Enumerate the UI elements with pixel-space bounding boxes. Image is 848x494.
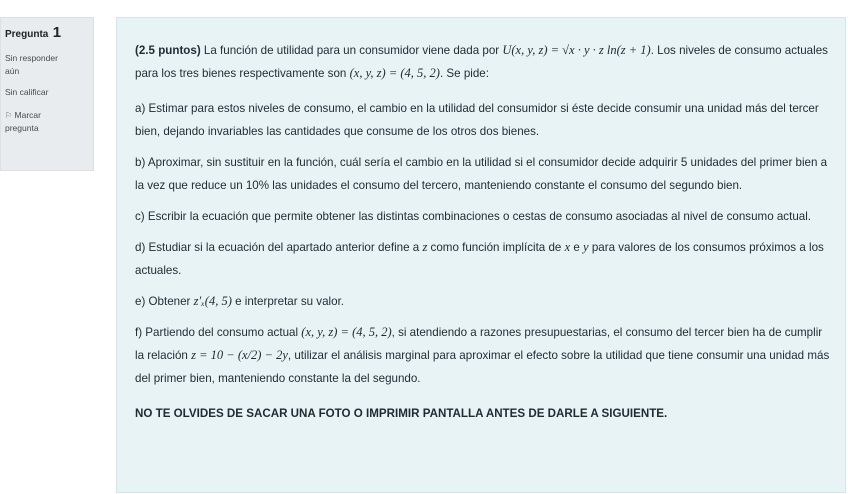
part-d-var-z: z [422,240,428,254]
state-line-1: Sin responder [5,53,58,63]
part-a: a) Estimar para estos niveles de consumo, el cambio en la utilidad del consumidor si éste decide consumir una unidad más del tercer bien, dejando invariables las cantidades que consume de los otros dos bienes. [135,102,819,138]
part-e-text-b: e interpretar su valor. [231,295,345,308]
part-f-text-a: f) Partiendo del consumo actual [135,326,302,339]
question-grade: Sin calificar [5,87,49,97]
part-f-text-c: , utilizar el análisis marginal para aproximar el efecto sobre la utilidad que tiene consumir una unidad más del primer bien, manteniendo constante la del segundo. [135,349,830,385]
warning-text: NO TE OLVIDES DE SACAR UNA FOTO O IMPRIMIR PANTALLA ANTES DE DARLE A SIGUIENTE. [135,407,668,420]
part-e [135,290,831,313]
question-intro [135,39,831,85]
part-f-levels-formula: (x, y, z) = (4, 5, 2) [301,325,392,339]
intro-text-a: La función de utilidad para un consumidor viene dada por [200,44,503,57]
part-f-text-b: , si atendiendo a razones presupuestarias, el consumo del tercer bien ha de cumplir la relación [135,326,823,362]
flag-question-button[interactable] [5,109,89,135]
question-info-panel [0,17,94,171]
flag-icon: ⚐ [5,111,13,120]
points-label: (2.5 puntos) [135,44,201,57]
question-state [5,52,89,78]
intro-text-c: . Se pide: [439,67,489,80]
question-label: Pregunta [5,29,49,40]
intro-text-b: . Los niveles de consumo actuales para los tres bienes respectivamente son [135,44,828,80]
part-e-text-a: e) Obtener [135,295,194,308]
part-d-var-y: y [583,240,589,254]
question-number: 1 [52,24,62,41]
part-f [135,321,831,390]
part-d-text-b: como función implícita de [427,241,565,254]
flag-label-line-2: pregunta [5,123,39,133]
question-heading [5,24,89,42]
part-c: c) Escribir la ecuación que permite obtener las distintas combinaciones o cestas de consumo asociadas al nivel de consumo actual. [135,210,812,223]
state-line-2: aún [5,66,20,76]
part-d-text-c: e [570,241,584,254]
part-e-formula: z′ₓ(4, 5) [193,294,232,308]
part-d-var-x: x [564,240,571,254]
part-d-text-a: d) Estudiar si la ecuación del apartado anterior define a [135,241,423,254]
flag-label-line-1: Marcar [14,110,41,120]
utility-formula: U(x, y, z) = √x · y · z ln(z + 1) [502,43,651,57]
question-text-box [116,17,846,493]
levels-formula: (x, y, z) = (4, 5, 2) [349,66,440,80]
part-f-relation-formula: z = 10 − (x/2) − 2y [191,348,288,362]
part-b: b) Aproximar, sin sustituir en la función, cuál sería el cambio en la utilidad si el consumidor decide adquirir 5 unidades del primer bien a la vez que reduce un 10% las unidades el consumo del tercero, manteniendo constante el consumo del segundo bien. [135,156,828,192]
part-d [135,236,831,282]
part-d-text-d: para valores de los consumos próximos a los actuales. [135,241,824,277]
